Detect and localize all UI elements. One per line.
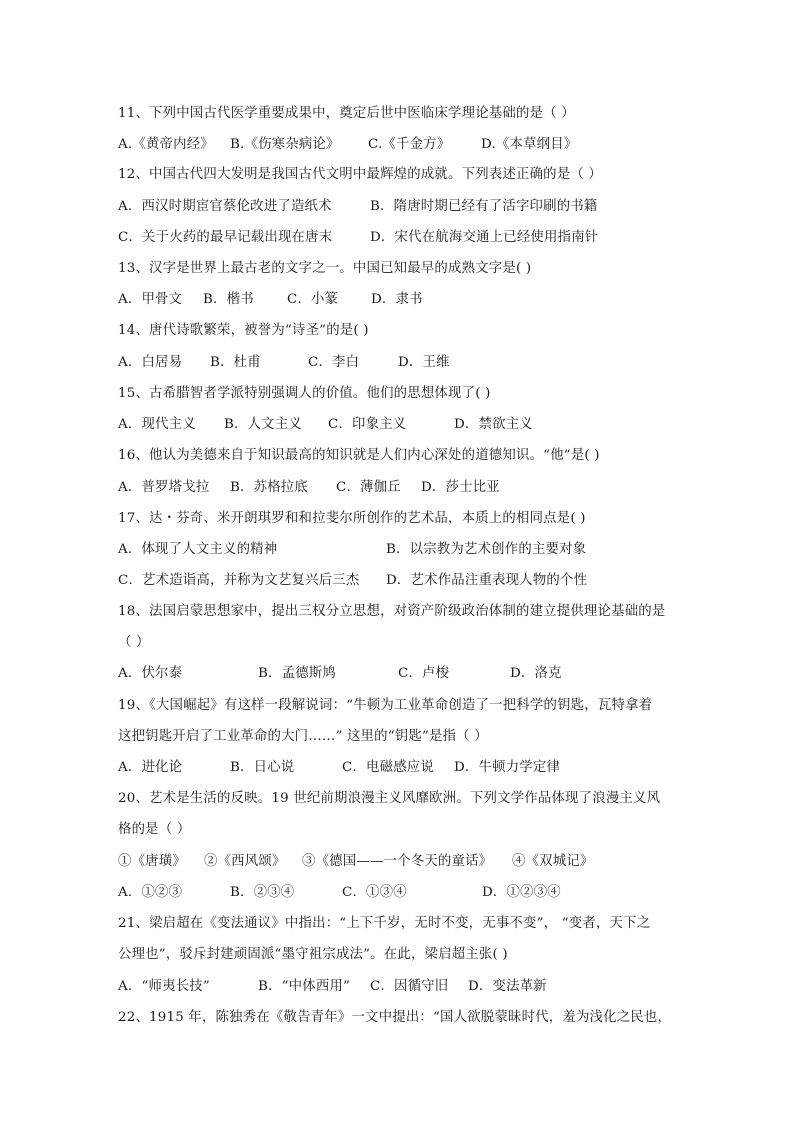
option-d: D.《本草纲目》 — [481, 137, 578, 152]
option-a: A．甲骨文 — [118, 292, 183, 307]
question-21-options — [118, 978, 547, 996]
option-d: D．禁欲主义 — [454, 417, 533, 432]
option-b: B．孟德斯鸠 — [258, 666, 336, 681]
option-b: B．“中体西用” — [258, 979, 351, 994]
option-a: A．普罗塔戈拉 — [118, 480, 210, 495]
option-c: C．①③④ — [342, 885, 407, 900]
option-a: A．①②③ — [118, 885, 183, 900]
option-b: B．苏格拉底 — [230, 480, 308, 495]
question-16-options — [118, 479, 500, 497]
option-a: A．“师夷长技” — [118, 979, 210, 994]
question-13-options — [118, 291, 423, 309]
question-11-stem: 11、下列中国古代医学重要成果中，奠定后世中医临床学理论基础的是（ ） — [118, 106, 575, 121]
option-d: D．宋代在航海交通上已经使用指南针 — [370, 230, 599, 245]
option-d: D．变法革新 — [468, 979, 547, 994]
option-c: C．艺术造诣高，并称为文艺复兴后三杰 — [118, 573, 360, 588]
question-18-options — [118, 665, 562, 683]
option-d: D．王维 — [398, 355, 450, 370]
option-c: C．关于火药的最早记载出现在唐末 — [118, 230, 333, 245]
option-c: C．电磁感应说 — [342, 760, 434, 775]
option-b: B.《伤寒杂病论》 — [230, 137, 340, 152]
option-d: D．隶书 — [371, 292, 423, 307]
question-22-stem: 22、1915 年，陈独秀在《敬告青年》一文中提出：“国人欲脱蒙昧时代，羞为浅化之民也， — [118, 1010, 672, 1025]
option-c: C．小篆 — [287, 292, 339, 307]
option-a: A．西汉时期宦官蔡伦改进了造纸术 — [118, 199, 332, 214]
question-20-stem-continued: 格的是（ ） — [118, 822, 191, 837]
question-13-stem: 13、汉字是世界上最古老的文字之一。中国已知最早的成熟文字是( ) — [118, 261, 532, 276]
option-b: B．人文主义 — [224, 417, 302, 432]
question-21-stem: 21、梁启超在《变法通议》中指出：“上下千岁，无时不变，无事不变”， “变者，天下之 — [118, 916, 651, 931]
option-a: A．体现了人文主义的精神 — [118, 542, 278, 557]
question-16-stem: 16、他认为美德来自于知识最高的知识就是人们内心深处的道德知识。“他”是( ) — [118, 448, 600, 463]
question-18-stem-continued: （ ） — [118, 635, 150, 650]
question-21-stem-continued: 公理也”，驳斥封建顽固派“墨守祖宗成法”。在此，梁启超主张( ) — [118, 947, 508, 962]
option-c: C.《千金方》 — [368, 137, 451, 152]
option-b: B．隋唐时期已经有了活字印刷的书籍 — [370, 199, 598, 214]
option-a: A．现代主义 — [118, 417, 196, 432]
option-b: B．杜甫 — [210, 355, 261, 370]
question-17-options-row-2 — [118, 572, 587, 590]
option-b: B．日心说 — [230, 760, 295, 775]
question-12-options-row-2 — [118, 229, 598, 247]
option-c: C．薄伽丘 — [336, 480, 401, 495]
question-17-stem: 17、达・芬奇、米开朗琪罗和和拉斐尔所创作的艺术品，本质上的相同点是( ) — [118, 511, 586, 526]
option-d: D．洛克 — [510, 666, 562, 681]
option-b: B．楷书 — [203, 292, 254, 307]
question-12-stem: 12、中国古代四大发明是我国古代文明中最辉煌的成就。下列表述正确的是（ ） — [118, 167, 602, 182]
question-19-stem-continued: 这把钥匙开启了工业革命的大门……” 这里的“钥匙”是指（ ） — [118, 729, 488, 744]
item-2: ②《西风颂》 — [204, 854, 286, 869]
question-15-stem: 15、古希腊智者学派特别强调人的价值。他们的思想体现了( ) — [118, 386, 491, 401]
option-a: A．白居易 — [118, 355, 183, 370]
option-d: D．牛顿力学定律 — [454, 760, 561, 775]
question-20-items — [118, 853, 594, 871]
question-11-options — [118, 136, 577, 154]
option-b: B．②③④ — [230, 885, 295, 900]
option-a: A．进化论 — [118, 760, 183, 775]
question-12-options-row-1 — [118, 198, 598, 216]
question-18-stem: 18、法国启蒙思想家中，提出三权分立思想，对资产阶级政治体制的建立提供理论基础的是 — [118, 604, 666, 619]
option-c: C．因循守旧 — [370, 979, 449, 994]
option-d: D．①②③④ — [482, 885, 561, 900]
question-19-stem: 19、《大国崛起》有这样一段解说词：“牛顿为工业革命创造了一把科学的钥匙，瓦特拿着 — [118, 698, 653, 713]
option-a: A.《黄帝内经》 — [118, 137, 214, 152]
question-14-options — [118, 354, 450, 372]
option-d: D．莎士比亚 — [421, 480, 500, 495]
question-15-options — [118, 416, 533, 434]
option-c: C．印象主义 — [328, 417, 407, 432]
item-1: ①《唐璜》 — [118, 854, 186, 869]
option-d: D．艺术作品注重表现人物的个性 — [386, 573, 588, 588]
option-a: A．伏尔泰 — [118, 666, 183, 681]
question-17-options-row-1 — [118, 541, 586, 559]
option-c: C．卢梭 — [398, 666, 450, 681]
question-20-options — [118, 884, 561, 902]
item-3: ③《德国——一个冬天的童话》 — [302, 854, 493, 869]
item-4: ④《双城记》 — [512, 854, 594, 869]
question-20-stem: 20、艺术是生活的反映。19 世纪前期浪漫主义风靡欧洲。下列文学作品体现了浪漫主义风 — [118, 791, 661, 806]
question-19-options — [118, 759, 560, 777]
option-c: C．李白 — [308, 355, 360, 370]
option-b: B．以宗教为艺术创作的主要对象 — [386, 542, 587, 557]
question-14-stem: 14、唐代诗歌繁荣，被誉为“诗圣”的是( ) — [118, 323, 369, 338]
